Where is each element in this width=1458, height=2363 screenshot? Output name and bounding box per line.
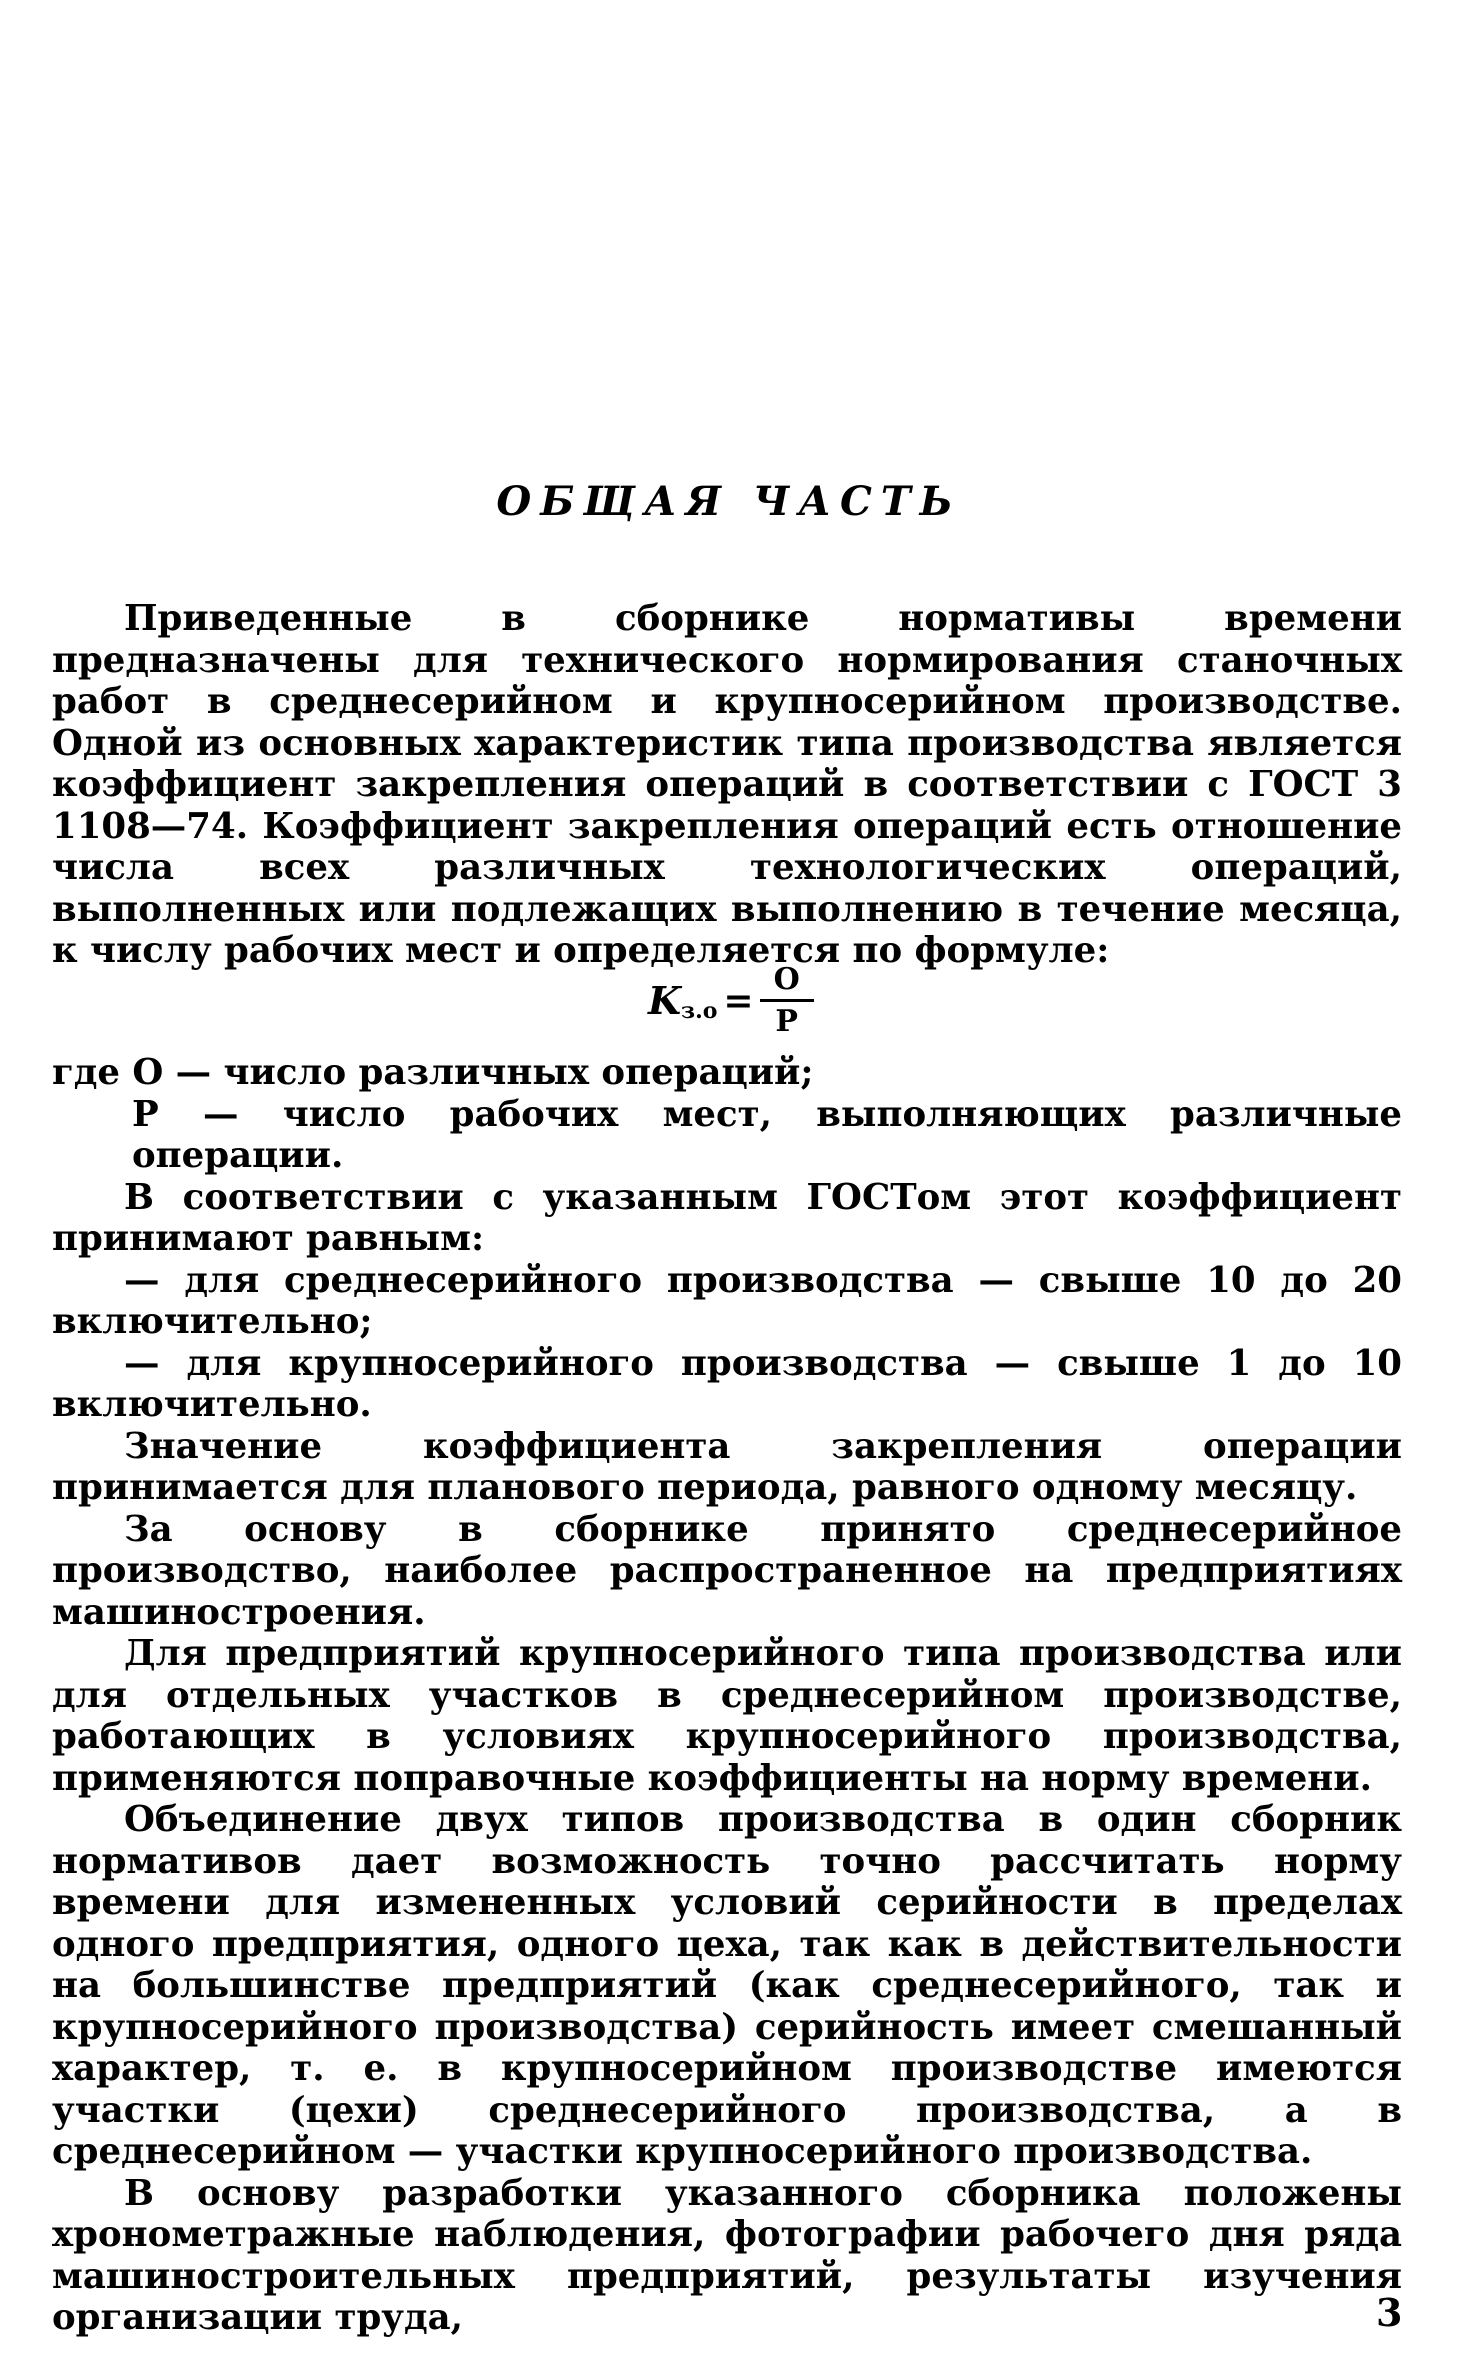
section-heading: ОБЩАЯ ЧАСТЬ [496, 478, 962, 525]
paragraph-large-series: — для крупносерийного производства — свыше 1 до 10 включительно. [52, 1342, 1402, 1425]
text-block-main [52, 1052, 1402, 2339]
paragraph-combination: Объединение двух типов производства в один сборник нормативов дает возможность точно рассчитать норму времени для измененных условий серийности в пределах одного предприятия, одного цеха, так как в действительности на большинстве предприятий (как среднесерийного, так и крупносерийного производства) серийность имеет смешанный характер, т. е. в крупносерийном производстве имеются участки (цехи) среднесерийного производства, а в среднесерийном — участки крупносерийного производства. [52, 1799, 1402, 2172]
paragraph-gost: В соответствии с указанным ГОСТом этот коэффициент принимают равным: [52, 1176, 1402, 1259]
paragraph-planning-period: Значение коэффициента закрепления операции принимается для планового периода, равного одному месяцу. [52, 1425, 1402, 1508]
text-block-intro [52, 598, 1402, 972]
paragraph-development-basis: В основу разработки указанного сборника положены хронометражные наблюдения, фотографии рабочего дня ряда машиностроительных предприятий, результаты изучения организации труда, [52, 2172, 1402, 2338]
page-number: 3 [1376, 2290, 1403, 2335]
coefficient-formula [648, 962, 814, 1039]
formula-numerator: О [760, 962, 814, 1002]
formula-subscript: з.о [681, 997, 718, 1024]
formula-fraction [760, 962, 814, 1039]
formula-equals: = [723, 979, 754, 1022]
definition-p: Р — число рабочих мест, выполняющих различные операции. [132, 1093, 1402, 1176]
paragraph-intro: Приведенные в сборнике нормативы времени предназначены для технического нормирования станочных работ в среднесерийном и крупносерийном производстве. Одной из основных характеристик типа производства является коэффициент закрепления операций в соответствии с ГОСТ 3 1108—74. Коэффициент закрепления операций есть отношение числа всех различных технологических операций, выполненных или подлежащих выполнению в течение месяца, к числу рабочих мест и определяется по формуле: [52, 598, 1402, 971]
paragraph-basis: За основу в сборнике принято среднесерийное производство, наиболее распространенное на предприятиях машиностроения. [52, 1508, 1402, 1633]
formula-symbol: K [648, 978, 682, 1023]
formula-denominator: Р [775, 1004, 798, 1039]
paragraph-correction-factors: Для предприятий крупносерийного типа производства или для отдельных участков в среднесерийном производстве, работающих в условиях крупносерийного производства, применяются поправочные коэффициенты на норму времени. [52, 1633, 1402, 1799]
paragraph-medium-series: — для среднесерийного производства — свыше 10 до 20 включительно; [52, 1259, 1402, 1342]
definition-o: где О — число различных операций; [52, 1052, 814, 1093]
